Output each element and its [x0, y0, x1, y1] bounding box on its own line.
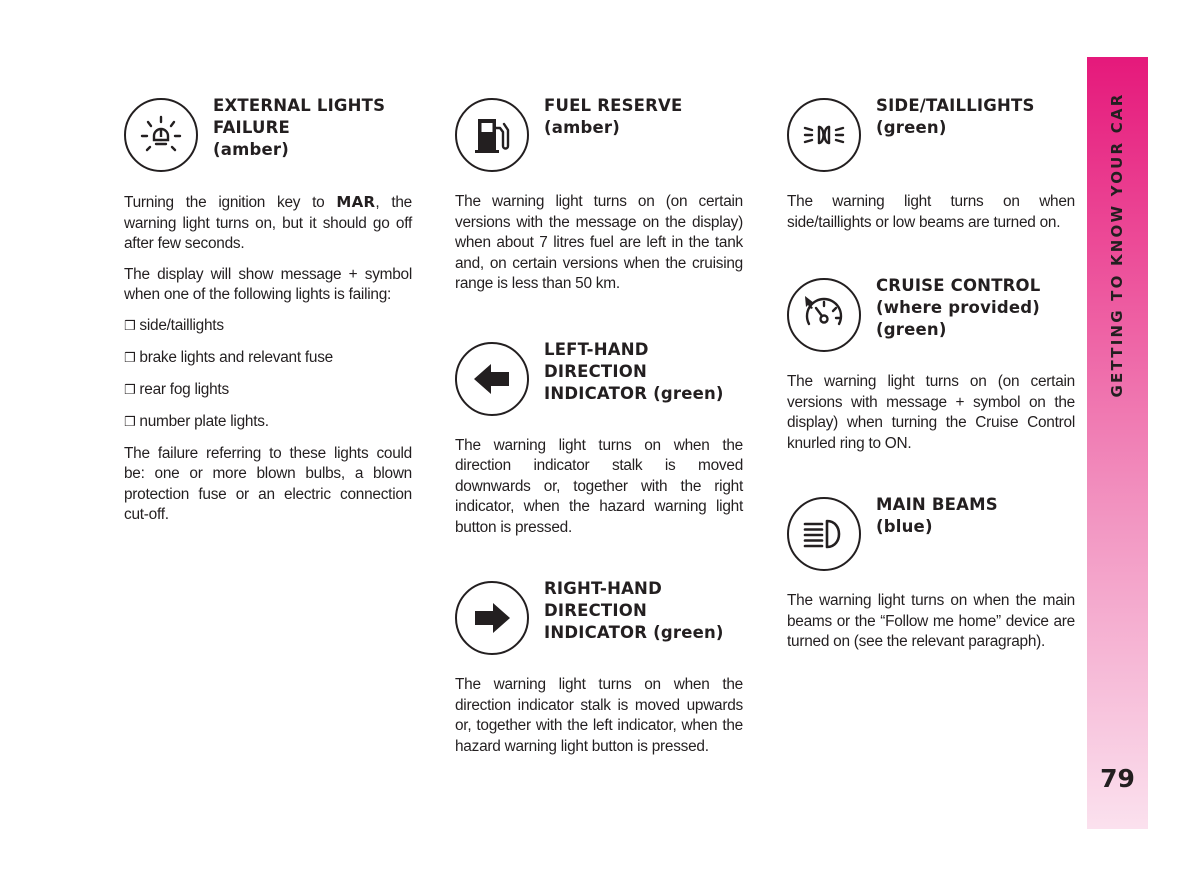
list-item: [124, 412, 412, 434]
external-lights-paragraph-1: [124, 192, 412, 255]
cruise-control-text: The warning light turns on (on certain versions with message + symbol on the display) when turning the Cruise Control knurled ring to ON.: [787, 373, 1075, 452]
fuel-reserve-header: [455, 95, 743, 175]
list-item-text: brake lights and relevant fuse: [139, 348, 333, 366]
title-line: INDICATOR (green): [544, 383, 724, 403]
title-line: CRUISE CONTROL: [876, 276, 1041, 295]
list-item: [124, 380, 412, 402]
title-line: (blue): [876, 517, 933, 536]
main-beams-title: [876, 494, 998, 538]
right-arrow-icon: [455, 581, 529, 655]
list-item-text: side/taillights: [139, 316, 224, 334]
spacer: [455, 538, 743, 578]
failing-lights-list: [124, 316, 412, 434]
title-line: (where provided): [876, 298, 1041, 317]
side-taillights-text: The warning light turns on when side/taillights or low beams are turned on.: [787, 193, 1075, 231]
external-lights-title: [213, 95, 385, 161]
spacer: [787, 454, 1075, 494]
external-lights-paragraph-3: The failure referring to these lights could be: one or more blown bulbs, a blown protection fuse or an electric connection cut-off.: [124, 444, 412, 523]
checkbox-bullet-icon: ❒: [124, 382, 136, 398]
checkbox-bullet-icon: ❒: [124, 350, 136, 366]
title-line: FAILURE: [213, 118, 290, 137]
side-taillights-header: [787, 95, 1075, 175]
list-item-text: number plate lights.: [139, 412, 269, 430]
spacer: [787, 233, 1075, 275]
external-lights-header: [124, 95, 412, 175]
text-span: , the warning light turns on, but it should go off after few seconds.: [124, 194, 412, 252]
left-indicator-text: The warning light turns on when the direction indicator stalk is moved downwards or, together with the right indicator, when the hazard warning light button is pressed.: [455, 436, 743, 536]
title-line: SIDE/TAILLIGHTS: [876, 96, 1035, 115]
right-indicator-title: [544, 578, 724, 644]
fuel-reserve-text: The warning light turns on (on certain versions with the message on the display) when about 7 litres fuel are left in the tank and, on certain versions when the cruising range is less than 50 km.: [455, 193, 743, 292]
title-line: EXTERNAL LIGHTS: [213, 96, 386, 115]
spacer: [455, 295, 743, 339]
list-item-text: rear fog lights: [139, 380, 229, 398]
side-taillights-icon: [787, 98, 861, 172]
left-indicator-header: [455, 339, 743, 419]
external-lights-failure-icon: [124, 98, 198, 172]
column-right: [787, 95, 1075, 653]
cruise-control-icon: [787, 278, 861, 352]
fuel-pump-icon: [455, 98, 529, 172]
column-left: [124, 95, 412, 526]
fuel-reserve-title: [544, 95, 682, 139]
list-item: [124, 348, 412, 370]
title-line: (green): [876, 320, 947, 339]
right-indicator-header: [455, 578, 743, 658]
external-lights-paragraph-2: The display will show message + symbol when one of the following lights is failing:: [124, 265, 412, 303]
list-item: [124, 316, 412, 338]
checkbox-bullet-icon: ❒: [124, 414, 136, 430]
left-arrow-icon: [455, 342, 529, 416]
main-beams-header: [787, 494, 1075, 574]
page-number: 79: [1100, 764, 1135, 793]
text-span: Turning the ignition key to: [124, 194, 337, 211]
title-line: (amber): [544, 118, 620, 137]
title-line: LEFT-HAND: [544, 339, 649, 359]
main-beams-icon: [787, 497, 861, 571]
title-line: (amber): [213, 140, 289, 159]
side-taillights-title: [876, 95, 1035, 139]
title-line: DIRECTION: [544, 361, 647, 381]
title-line: RIGHT-HAND: [544, 579, 662, 598]
title-line: MAIN BEAMS: [876, 495, 998, 514]
cruise-control-header: [787, 275, 1075, 355]
title-line: (green): [876, 118, 947, 137]
key-position-mar: MAR: [336, 193, 376, 211]
cruise-control-title: [876, 275, 1041, 341]
title-line: DIRECTION: [544, 601, 647, 620]
left-indicator-title: [544, 339, 724, 405]
title-line: INDICATOR (green): [544, 623, 724, 642]
checkbox-bullet-icon: ❒: [124, 318, 136, 334]
main-beams-text: The warning light turns on when the main beams or the “Follow me home” device are turned on (see the relevant paragraph).: [787, 592, 1075, 650]
right-indicator-text: The warning light turns on when the direction indicator stalk is moved upwards or, together with the left indicator, when the hazard warning light button is pressed.: [455, 676, 743, 755]
title-line: FUEL RESERVE: [544, 96, 683, 115]
chapter-title: GETTING TO KNOW YOUR CAR: [1108, 92, 1126, 398]
column-middle: [455, 95, 743, 757]
